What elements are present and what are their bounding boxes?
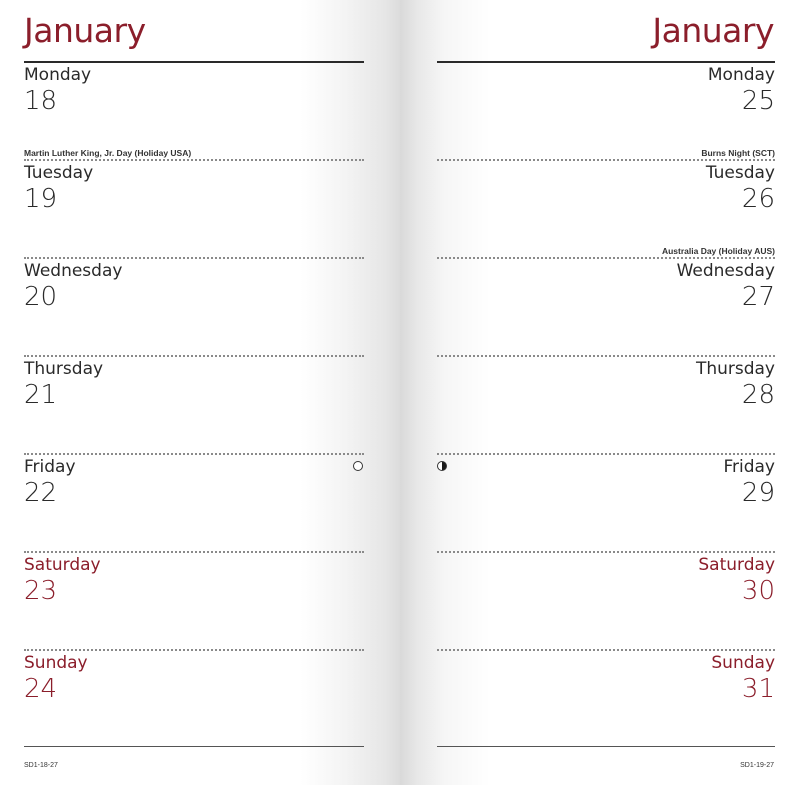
day-name: Saturday: [24, 555, 101, 575]
right-page: [400, 0, 800, 785]
day-row-wednesday[interactable]: [437, 259, 775, 357]
day-row-tuesday[interactable]: [437, 161, 775, 259]
day-number: 18: [24, 86, 58, 116]
holiday-note: Martin Luther King, Jr. Day (Holiday USA): [24, 148, 192, 158]
day-row-saturday[interactable]: [24, 553, 364, 651]
day-row-friday[interactable]: [437, 455, 775, 553]
day-number: 29: [741, 478, 775, 508]
month-title: January: [652, 11, 774, 50]
day-row-wednesday[interactable]: [24, 259, 364, 357]
day-row-friday[interactable]: [24, 455, 364, 553]
day-row-tuesday[interactable]: [24, 161, 364, 259]
day-number: 20: [24, 282, 58, 312]
day-name: Sunday: [711, 653, 775, 673]
day-name: Monday: [24, 65, 92, 85]
month-title: January: [24, 11, 146, 50]
day-number: 25: [741, 86, 775, 116]
day-number: 30: [741, 576, 775, 606]
last-quarter-moon-icon: [437, 461, 447, 471]
day-name: Friday: [24, 457, 76, 477]
day-number: 22: [24, 478, 58, 508]
day-name: Wednesday: [676, 261, 775, 281]
day-number: 23: [24, 576, 58, 606]
day-name: Thursday: [695, 359, 775, 379]
day-number: 28: [741, 380, 775, 410]
holiday-note: Australia Day (Holiday AUS): [661, 246, 775, 256]
day-number: 27: [741, 282, 775, 312]
day-name: Thursday: [24, 359, 104, 379]
day-row-monday[interactable]: [24, 63, 364, 161]
day-row-monday[interactable]: [437, 63, 775, 161]
day-name: Tuesday: [24, 163, 94, 183]
day-row-thursday[interactable]: [437, 357, 775, 455]
page-code: SD1-19-27: [740, 762, 774, 769]
day-name: Tuesday: [705, 163, 775, 183]
holiday-note: Burns Night (SCT): [701, 148, 775, 158]
day-number: 19: [24, 184, 58, 214]
day-name: Friday: [723, 457, 775, 477]
footer-rule: [437, 746, 775, 747]
day-name: Wednesday: [24, 261, 123, 281]
day-name: Monday: [707, 65, 775, 85]
day-row-sunday[interactable]: [437, 651, 775, 749]
day-number: 26: [741, 184, 775, 214]
day-number: 21: [24, 380, 58, 410]
footer-rule: [24, 746, 364, 747]
day-name: Sunday: [24, 653, 88, 673]
page-code: SD1-18-27: [24, 762, 58, 769]
day-row-saturday[interactable]: [437, 553, 775, 651]
day-number: 31: [741, 674, 775, 704]
day-number: 24: [24, 674, 58, 704]
day-row-thursday[interactable]: [24, 357, 364, 455]
day-row-sunday[interactable]: [24, 651, 364, 749]
full-moon-icon: [353, 461, 363, 471]
day-name: Saturday: [698, 555, 775, 575]
